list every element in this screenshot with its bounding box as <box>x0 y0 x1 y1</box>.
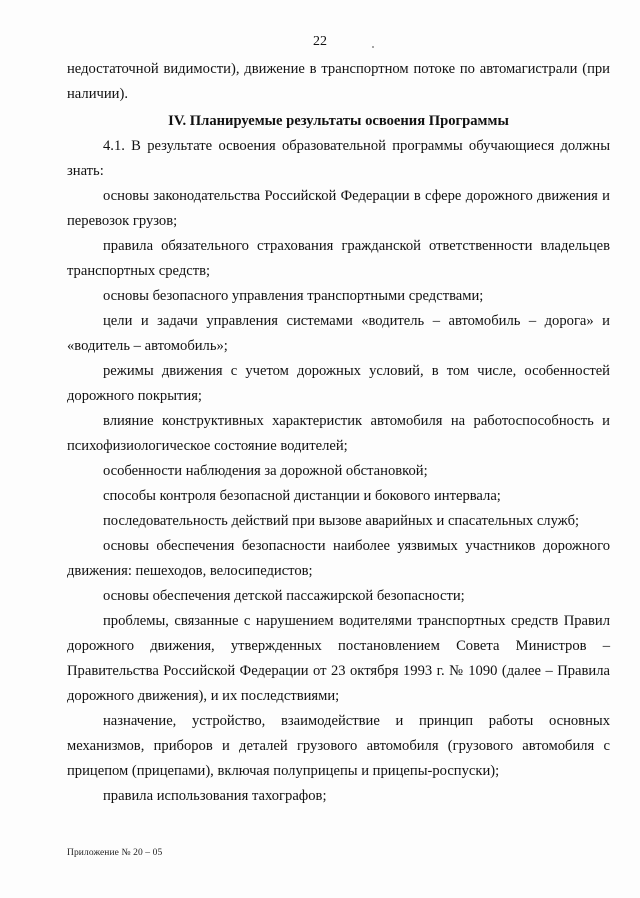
list-item: основы безопасного управления транспортными средствами; <box>103 288 484 304</box>
list-item: режимы движения с учетом дорожных условий, в том числе, особенностей дорожного покрытия; <box>67 363 610 404</box>
list-item: основы обеспечения детской пассажирской безопасности; <box>103 588 465 604</box>
scan-speck <box>372 46 374 48</box>
page-number: 22 <box>313 34 327 49</box>
list-item: способы контроля безопасной дистанции и бокового интервала; <box>103 488 501 504</box>
list-item: особенности наблюдения за дорожной обстановкой; <box>103 463 428 479</box>
list-item: назначение, устройство, взаимодействие и принцип работы основных механизмов, приборов и деталей грузового автомобиля (грузового автомобиля с прицепом (прицепами), включая полуприцепы и прицепы-роспуски); <box>67 713 610 779</box>
document-body <box>67 57 610 809</box>
list-item: влияние конструктивных характеристик автомобиля на работоспособность и психофизиологическое состояние водителей; <box>67 413 610 454</box>
list-item: цели и задачи управления системами «водитель – автомобиль – дорога» и «водитель – автомобиль»; <box>67 313 610 354</box>
list-item: правила использования тахографов; <box>103 788 327 804</box>
footer-note: Приложение № 20 – 05 <box>67 848 163 858</box>
section-heading: IV. Планируемые результаты освоения Программы <box>168 113 509 129</box>
list-item: последовательность действий при вызове аварийных и спасательных служб; <box>103 513 580 529</box>
paragraph-4-1: 4.1. В результате освоения образовательной программы обучающиеся должны знать: <box>67 138 610 179</box>
list-item: правила обязательного страхования гражданской ответственности владельцев транспортных средств; <box>67 238 610 279</box>
intro-paragraph: недостаточной видимости), движение в транспортном потоке по автомагистрали (при наличии). <box>67 61 610 102</box>
list-item: основы законодательства Российской Федерации в сфере дорожного движения и перевозок грузов; <box>67 188 610 229</box>
list-item: основы обеспечения безопасности наиболее уязвимых участников дорожного движения: пешеходов, велосипедистов; <box>67 538 610 579</box>
list-item: проблемы, связанные с нарушением водителями транспортных средств Правил дорожного движения, утвержденных постановлением Совета Министров – Правительства Российской Федерации от 23 октября 1993 г. № 1090 (далее – Правила дорожного движения), и их последствиями; <box>67 613 610 704</box>
